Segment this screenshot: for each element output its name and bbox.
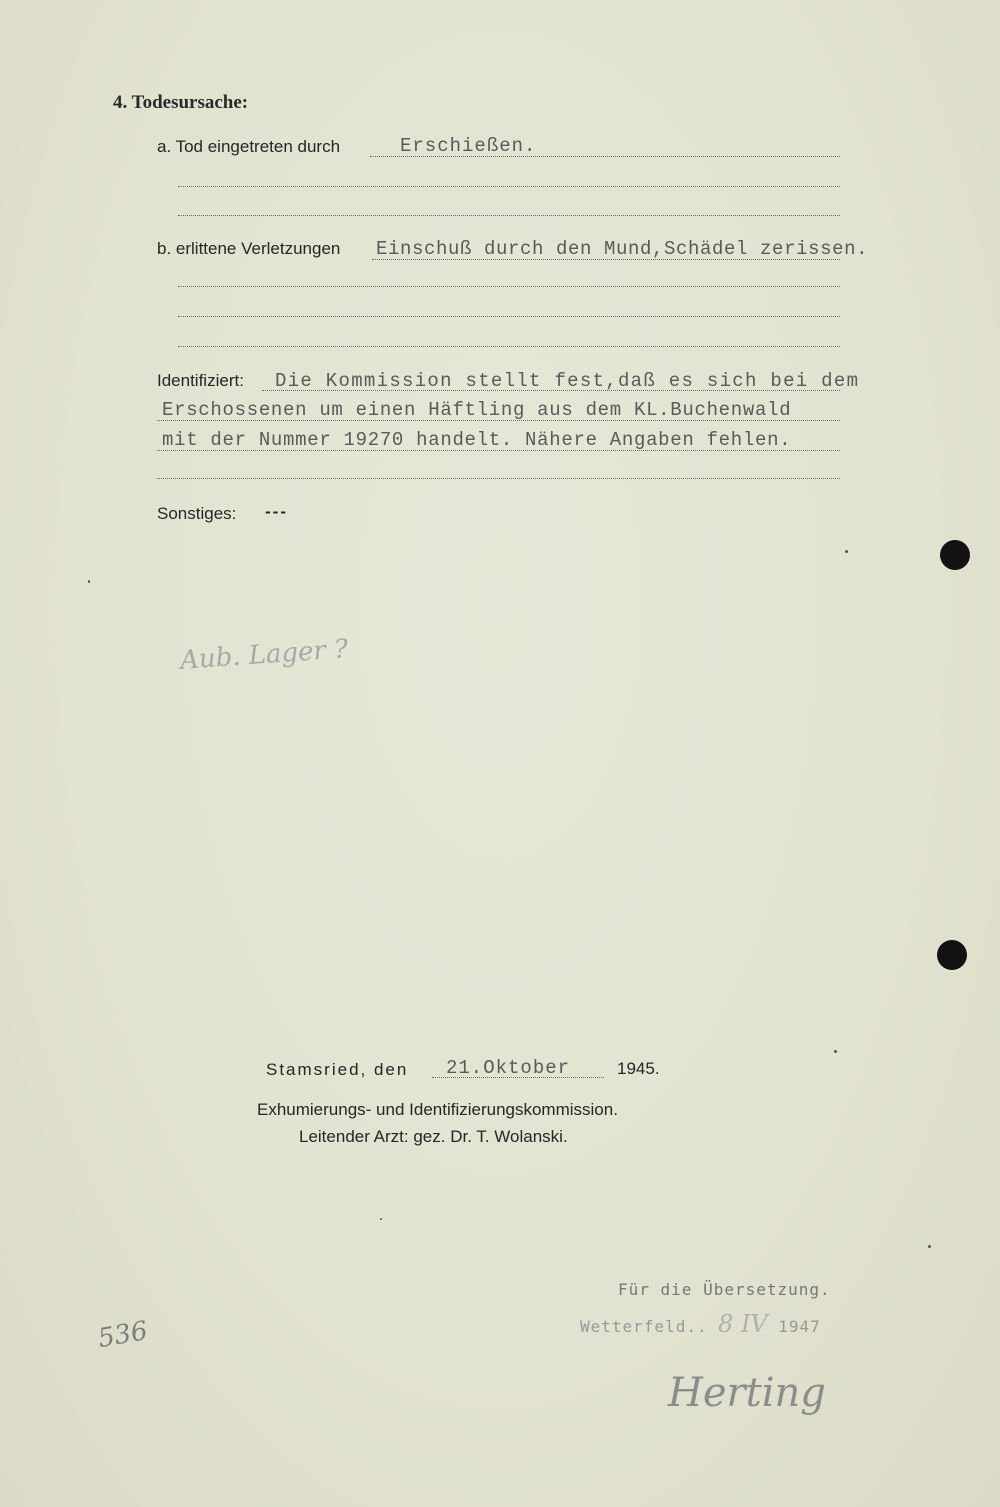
dotted-line — [178, 316, 840, 317]
identified-label: Identifiziert: — [157, 371, 244, 390]
identified-text-line-1: Die Kommission stellt fest,daß es sich bei dem — [275, 370, 860, 392]
speck — [928, 1245, 931, 1248]
lead-doctor: Leitender Arzt: gez. Dr. T. Wolanski. — [299, 1127, 568, 1146]
speck — [845, 550, 848, 553]
signature: Herting — [668, 1370, 826, 1416]
stamp-place: Wetterfeld.. — [580, 1317, 708, 1336]
section-heading: 4. Todesursache: — [113, 92, 249, 113]
dotted-line — [178, 186, 840, 187]
place-label: Stamsried, den — [266, 1060, 409, 1079]
certification-stamp-line-1: Für die Übersetzung. — [618, 1280, 831, 1299]
year-value: 1945. — [617, 1059, 660, 1078]
other-label: Sonstiges: — [157, 504, 237, 523]
certification-stamp-line-2 — [580, 1310, 821, 1338]
commission-name: Exhumierungs- und Identifizierungskommission. — [257, 1100, 618, 1119]
injuries-value: Einschuß durch den Mund,Schädel zerissen. — [376, 238, 869, 260]
stamp-year: 1947 — [778, 1317, 821, 1336]
speck — [88, 580, 90, 583]
date-value: 21.Oktober — [446, 1057, 571, 1079]
identified-text-line-3: mit der Nummer 19270 handelt. Nähere Angaben fehlen. — [162, 429, 792, 451]
page-number: 536 — [95, 1315, 150, 1355]
handwritten-note: Aub. Lager ? — [179, 634, 349, 676]
identified-text-line-2: Erschossenen um einen Häftling aus dem KL.Buchenwald — [162, 399, 792, 421]
injuries-label: b. erlittene Verletzungen — [157, 239, 341, 258]
death-cause-label: a. Tod eingetreten durch — [157, 137, 341, 156]
punch-hole — [937, 940, 967, 970]
dotted-line — [178, 286, 840, 287]
dotted-line — [178, 346, 840, 347]
death-cause-value: Erschießen. — [400, 135, 537, 157]
stamp-date: 8 IV — [718, 1310, 768, 1338]
dotted-line — [157, 478, 840, 479]
speck — [834, 1050, 837, 1053]
speck — [380, 1218, 382, 1220]
punch-hole — [940, 540, 970, 570]
other-value: --- — [265, 502, 288, 521]
dotted-line — [178, 215, 840, 216]
